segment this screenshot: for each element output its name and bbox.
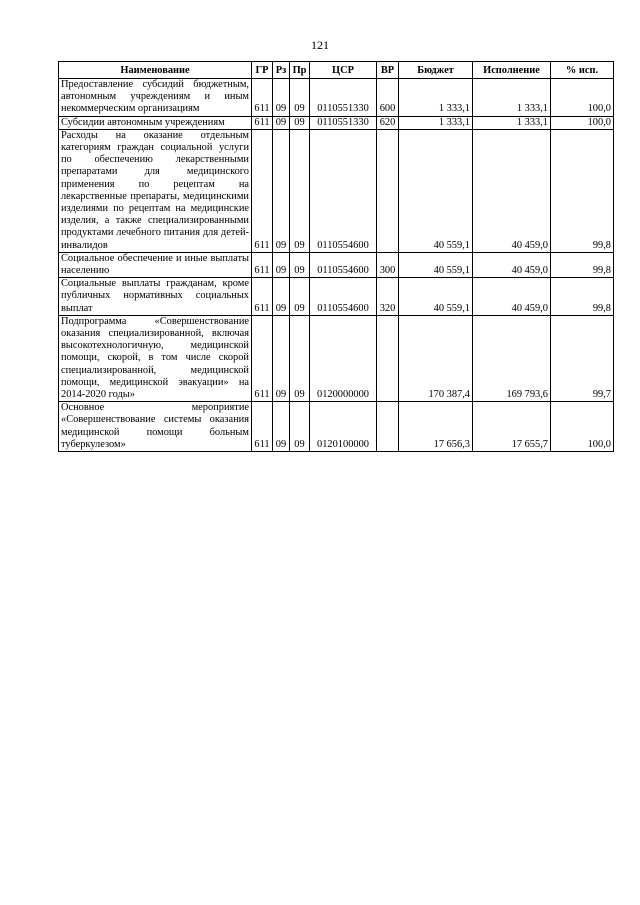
budget-table <box>58 61 614 452</box>
cell-pr: 09 <box>290 129 310 252</box>
cell-rz: 09 <box>273 402 290 452</box>
cell-budget: 40 559,1 <box>399 129 473 252</box>
table-row <box>59 79 614 117</box>
cell-csr: 0120100000 <box>310 402 377 452</box>
cell-pr: 09 <box>290 278 310 316</box>
header-rz: Рз <box>273 62 290 79</box>
cell-percent: 99,8 <box>551 278 614 316</box>
header-pr: Пр <box>290 62 310 79</box>
cell-csr: 0110554600 <box>310 129 377 252</box>
cell-percent: 100,0 <box>551 116 614 129</box>
cell-vr: 320 <box>377 278 399 316</box>
cell-name: Субсидии автономным учреждениям <box>59 116 252 129</box>
cell-gr: 611 <box>252 79 273 117</box>
cell-budget: 40 559,1 <box>399 252 473 277</box>
cell-vr <box>377 129 399 252</box>
table-row <box>59 315 614 401</box>
page-number: 121 <box>311 38 329 52</box>
cell-vr <box>377 315 399 401</box>
cell-budget: 1 333,1 <box>399 116 473 129</box>
cell-percent: 100,0 <box>551 402 614 452</box>
table-row <box>59 402 614 452</box>
table-row <box>59 129 614 252</box>
cell-budget: 1 333,1 <box>399 79 473 117</box>
cell-gr: 611 <box>252 315 273 401</box>
cell-gr: 611 <box>252 278 273 316</box>
cell-execution: 17 655,7 <box>473 402 551 452</box>
cell-name: Расходы на оказание отдельным категориям граждан социальной услуги по обеспечению лекарственными препаратами для медицинского применения по рецептам на лекарственные препараты, медицинскими изделиями по рецептам на медицинские изделия, а также специализированными продуктами лечебного питания для детей-инвалидов <box>59 129 252 252</box>
header-gr: ГР <box>252 62 273 79</box>
cell-rz: 09 <box>273 315 290 401</box>
header-execution: Исполнение <box>473 62 551 79</box>
cell-name: Основное мероприятие «Совершенствование системы оказания медицинской помощи больным туберкулезом» <box>59 402 252 452</box>
cell-csr: 0110554600 <box>310 278 377 316</box>
cell-execution: 40 459,0 <box>473 252 551 277</box>
cell-vr: 600 <box>377 79 399 117</box>
cell-pr: 09 <box>290 116 310 129</box>
cell-percent: 100,0 <box>551 79 614 117</box>
table-row <box>59 278 614 316</box>
table-row <box>59 116 614 129</box>
table-header-row <box>59 62 614 79</box>
cell-execution: 40 459,0 <box>473 129 551 252</box>
cell-pr: 09 <box>290 252 310 277</box>
cell-execution: 169 793,6 <box>473 315 551 401</box>
cell-rz: 09 <box>273 129 290 252</box>
cell-gr: 611 <box>252 129 273 252</box>
cell-rz: 09 <box>273 278 290 316</box>
cell-gr: 611 <box>252 252 273 277</box>
cell-budget: 170 387,4 <box>399 315 473 401</box>
header-csr: ЦСР <box>310 62 377 79</box>
header-percent: % исп. <box>551 62 614 79</box>
cell-execution: 40 459,0 <box>473 278 551 316</box>
cell-pr: 09 <box>290 402 310 452</box>
cell-percent: 99,8 <box>551 252 614 277</box>
cell-csr: 0120000000 <box>310 315 377 401</box>
cell-name: Социальные выплаты гражданам, кроме публичных нормативных социальных выплат <box>59 278 252 316</box>
header-name: Наименование <box>59 62 252 79</box>
cell-name: Социальное обеспечение и иные выплаты населению <box>59 252 252 277</box>
cell-name: Подпрограмма «Совершенствование оказания специализированной, включая высокотехнологичную, медицинской помощи, скорой, в том числе скорой специализированной, медицинской помощи, медицинской эвакуации» на 2014-2020 годы» <box>59 315 252 401</box>
cell-rz: 09 <box>273 116 290 129</box>
cell-gr: 611 <box>252 116 273 129</box>
cell-execution: 1 333,1 <box>473 79 551 117</box>
cell-vr <box>377 402 399 452</box>
cell-csr: 0110554600 <box>310 252 377 277</box>
cell-percent: 99,7 <box>551 315 614 401</box>
cell-pr: 09 <box>290 315 310 401</box>
cell-gr: 611 <box>252 402 273 452</box>
cell-pr: 09 <box>290 79 310 117</box>
cell-name: Предоставление субсидий бюджетным, автономным учреждениям и иным некоммерческим организациям <box>59 79 252 117</box>
cell-rz: 09 <box>273 79 290 117</box>
cell-rz: 09 <box>273 252 290 277</box>
header-vr: ВР <box>377 62 399 79</box>
header-budget: Бюджет <box>399 62 473 79</box>
cell-budget: 17 656,3 <box>399 402 473 452</box>
cell-csr: 0110551330 <box>310 116 377 129</box>
cell-execution: 1 333,1 <box>473 116 551 129</box>
table-row <box>59 252 614 277</box>
cell-csr: 0110551330 <box>310 79 377 117</box>
cell-vr: 620 <box>377 116 399 129</box>
cell-vr: 300 <box>377 252 399 277</box>
cell-budget: 40 559,1 <box>399 278 473 316</box>
cell-percent: 99,8 <box>551 129 614 252</box>
